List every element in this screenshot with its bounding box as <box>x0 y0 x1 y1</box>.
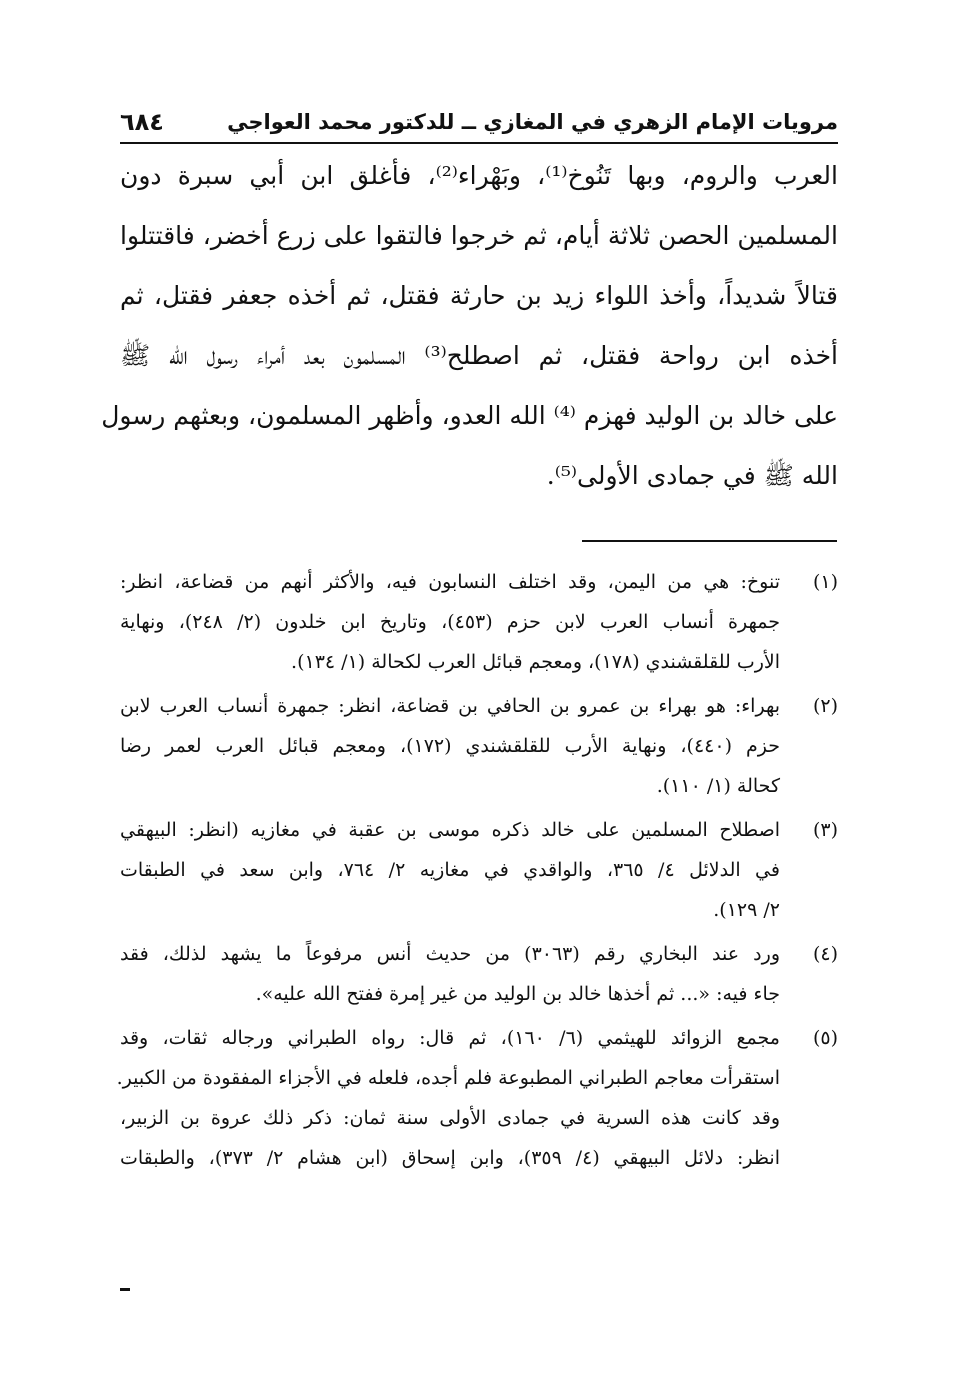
main-text-line: على خالد بن الوليد فهزم ⁽⁴⁾ الله العدو، وأظهر المسلمون، وبعثهم رسول <box>101 401 838 430</box>
main-text-line: قتالاً شديداً، وأخذ اللواء زيد بن حارثة فقتل، ثم أخذه جعفر فقتل، ثم <box>120 281 838 310</box>
footnote-number: (١) <box>812 571 838 593</box>
running-header <box>120 108 838 144</box>
footnotes <box>116 562 838 1182</box>
footnote-number: (٥) <box>812 1027 838 1049</box>
page-number: ٦٨٤ <box>120 108 164 136</box>
footnote <box>120 810 838 930</box>
footnote-line: اصطلاح المسلمين على خالد ذكره موسى بن عقبة في مغازيه (انظر: البيهقي <box>120 819 780 841</box>
footnote-line: ٢/ ١٢٩). <box>713 899 780 921</box>
footnote-line: جمهرة أنساب العرب لابن حزم (٤٥٣)، وتاريخ ابن خلدون (٢/ ٢٤٨)، ونهاية <box>120 611 780 633</box>
footnote-line: مجمع الزوائد للهيثمي (٦/ ١٦٠)، ثم قال: رواه الطبراني ورجاله ثقات، وقد <box>120 1027 780 1049</box>
footnote <box>120 562 838 682</box>
main-text-line: العرب والروم، وبها تَنُوخ⁽¹⁾، وبَهْراء⁽²⁾، فأغلق ابن أبي سبرة دون <box>120 161 838 190</box>
main-text-line: الله ﷺ في جمادى الأولى⁽⁵⁾. <box>546 461 838 490</box>
footnote-number: (٣) <box>812 819 838 841</box>
footnote-line: وقد كانت هذه السرية في جمادى الأولى سنة ثمان: ذكر ذلك عروة بن الزبير، <box>120 1107 780 1129</box>
footnote-line: بهراء: هو بهراء بن عمرو بن الحافي بن قضاعة، انظر: جمهرة أنساب العرب لابن <box>120 695 780 717</box>
footnote <box>120 686 838 806</box>
footnote-line: ورد عند البخاري رقم (٣٠٦٣) من حديث أنس مرفوعاً ما يشهد لذلك، فقد <box>120 943 780 965</box>
footnote-number: (٢) <box>812 695 838 717</box>
main-text <box>101 146 838 506</box>
footnote-line: الأرب للقلقشندي (١٧٨)، ومعجم قبائل العرب لكحالة (١/ ١٣٤). <box>291 651 780 673</box>
header-title: مرويات الإمام الزهري في المغازي ــ للدكتور محمد العواجي <box>227 110 838 134</box>
footnote-line: انظر: دلائل البيهقي (٤/ ٣٥٩)، وابن إسحاق (ابن هشام ٢/ ٣٧٣)، والطبقات <box>120 1147 780 1169</box>
footnote <box>120 934 838 1014</box>
footnote-separator <box>582 540 837 542</box>
footnote-line: حزم (٤٤٠)، ونهاية الأرب للقلقشندي (١٧٢)، ومعجم قبائل العرب لعمر رضا <box>120 735 780 757</box>
footnote <box>116 1018 838 1178</box>
footnote-line: استقرأت معاجم الطبراني المطبوعة فلم أجده، فلعله في الأجزاء المفقودة من الكبير. <box>116 1067 780 1089</box>
footnote-line: جاء فيه: «... ثم أخذها خالد بن الوليد من غير إمرة ففتح الله عليه». <box>255 983 780 1005</box>
main-text-line: المسلمين الحصن ثلاثة أيام، ثم خرجوا فالتقوا على زرع أخضر، فاقتتلوا <box>120 221 838 250</box>
continuation-dash <box>120 1288 130 1291</box>
footnote-line: تنوخ: هي من اليمن، وقد اختلف النسابون فيه، والأكثر أنهم من قضاعة، انظر: <box>120 571 780 593</box>
footnote-line: في الدلائل ٤/ ٣٦٥، والواقدي في مغازيه ٢/ ٧٦٤، وابن سعد في الطبقات <box>120 859 780 881</box>
main-text-line: أخذه ابن رواحة فقتل، ثم اصطلح⁽³⁾ المسلمون بعد أمراء رسول الله ﷺ <box>120 341 838 370</box>
footnote-line: كحالة (١/ ١١٠). <box>656 775 780 797</box>
footnote-number: (٤) <box>812 943 838 965</box>
